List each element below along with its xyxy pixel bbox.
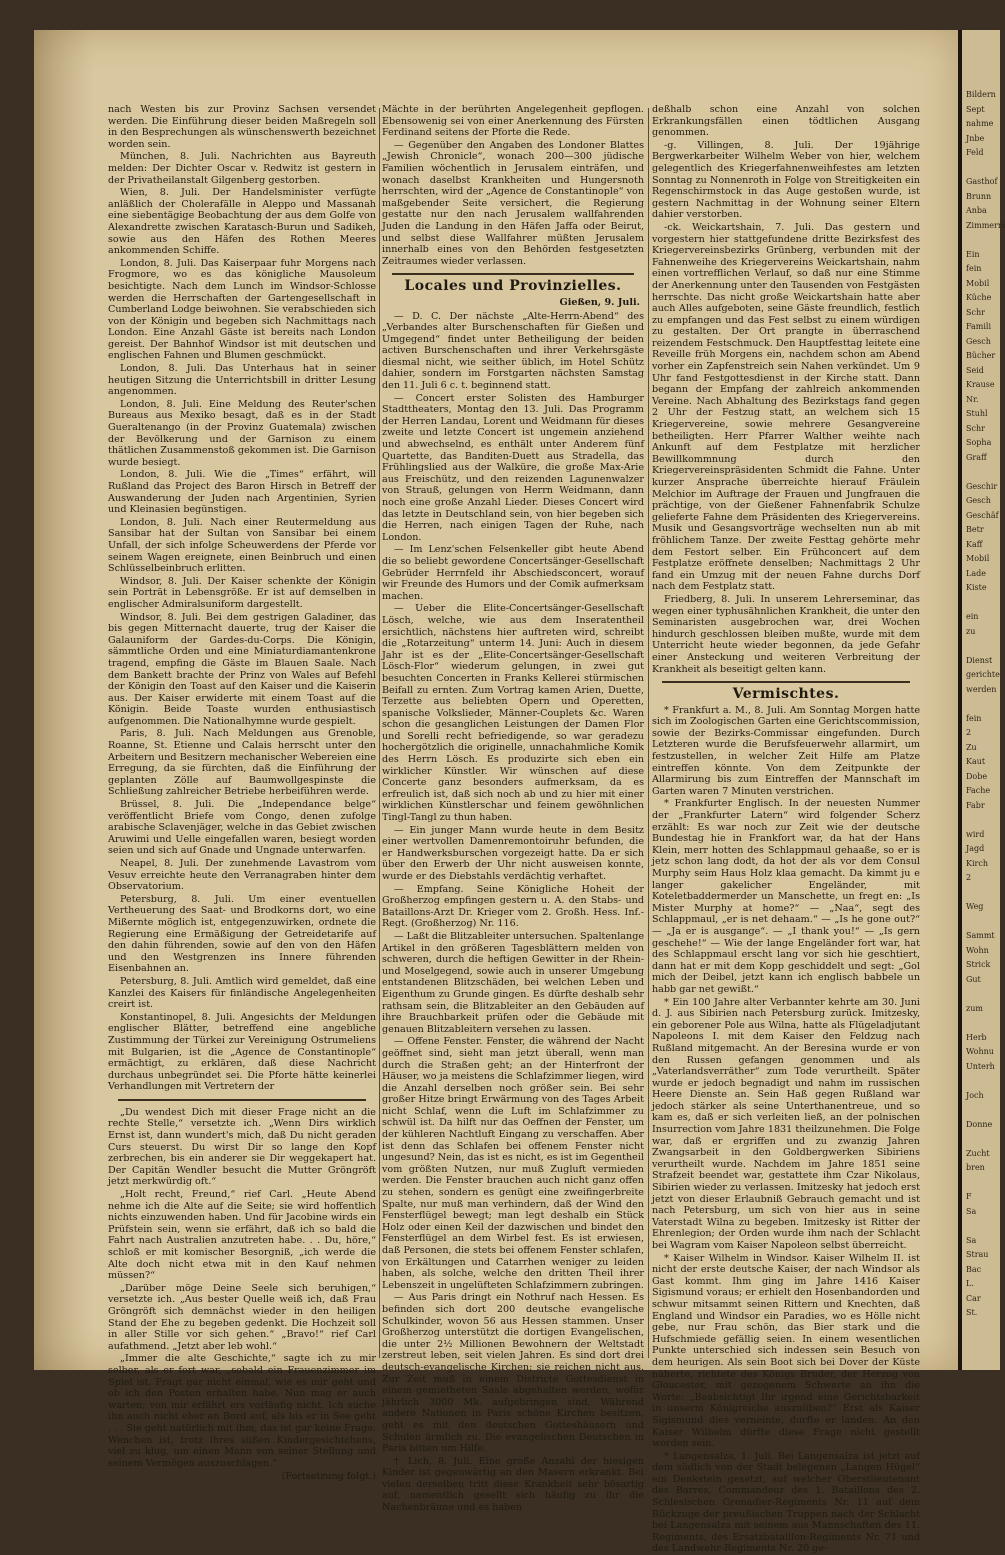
edge-fragment: Mobil bbox=[966, 278, 990, 288]
edge-fragment: ein bbox=[966, 612, 979, 621]
edge-fragment: 2 bbox=[966, 728, 972, 737]
miscellaneous-news bbox=[652, 705, 920, 1555]
article-paragraph: nach Westen bis zur Provinz Sachsen versendet werden. Die Einführung dieser beiden Maßregeln soll in den Besprechungen als wünschenswerth bezeichnet worden sein. bbox=[108, 104, 376, 150]
edge-fragment: Mobil bbox=[966, 554, 990, 563]
edge-fragment: Strau bbox=[966, 1250, 989, 1259]
article-paragraph: — D. C. Der nächste „Alte-Herrn-Abend“ des „Verbandes alter Burschenschaften für Gießen und Umgegend“ findet unter Betheiligung der beiden activen Burschenschaften und ihrer Verkehrsgäste diesmal nicht, wie seither üblich, im Hotel Schütz dahier, sondern im Forstgarten nächsten Samstag den 11. Juli 6 c. t. beginnend statt. bbox=[382, 310, 644, 392]
edge-fragment: Graff bbox=[966, 452, 987, 462]
dateline: Gießen, 9. Juli. bbox=[559, 296, 640, 308]
edge-fragment: Geschir bbox=[966, 481, 998, 491]
edge-fragment: Joch bbox=[966, 1090, 984, 1100]
column-2 bbox=[382, 104, 645, 1514]
edge-fragment: St. bbox=[966, 1308, 978, 1317]
edge-fragment: Nr. bbox=[966, 394, 979, 404]
edge-fragment: F bbox=[966, 1192, 972, 1201]
article-paragraph: München, 8. Juli. Nachrichten aus Bayreuth melden: Der Dichter Oscar v. Redwitz ist gestern in der Privatheilanstalt Gilgenberg gestorben. bbox=[108, 151, 376, 186]
local-news bbox=[382, 311, 644, 1514]
edge-fragment: zu bbox=[966, 626, 976, 636]
article-paragraph: -ck. Weickartshain, 7. Juli. Das gestern und vorgestern hier stattgefundene dritte Bezirksfest des Kriegervereinsbezirks Grünberg, verbunden mit der Fahnenweihe des Kriegervereins Weickartshain, nahm einen vortrefflichen Verlauf, so daß nur eine Stimme der Anerkennung unter den Tausenden von Festgästen herrschte. Das nicht große Weickartshain hatte aber auch Alles aufgeboten, seine Gäste freundlich, festlich zu empfangen und das Fest selbst zu einem würdigen zu gestalten. Der Ort prangte in überraschend reizendem Festschmuck. Den Hauptfesttag leitete eine Reveille früh Morgens ein, nachdem schon am Abend vorher ein Zapfenstreich sein Nahen verkündet. Um 9 Uhr fand Festgottesdienst in der Kirche statt. Dann begann der Empfang der zahlreich ankommenden Vereine. Nach Abhaltung des Bezirkstags fand gegen 2 Uhr der Festzug statt, an welchem sich 15 Kriegervereine, sowie mehrere Gesangvereine betheiligten. Herr Pfarrer Walther weihte nach Ankunft auf dem Festplatze mit herzlicher Bewillkommnung durch den Kriegervereinspräsidenten Schmidt die Fahne. Unter kurzer Ansprache überreichte hierauf Fräulein Melchior im Auftrage der Frauen und Jungfrauen die prächtige, von der Gießener Fahnenfabrik Schulze gelieferte Fahne dem Präsidenten des Kriegervereins. Musik und Gesangsvorträge wechselten nun ab mit fröhlichem Tanze. Der zweite Festtag gehörte mehr dem Festort selber. Ein Frühconcert auf dem Festplatze eröffnete denselben; Nachmittags 2 Uhr fand ein Umzug mit der neuen Fahne durchs Dorf nach dem Festplatz statt. bbox=[652, 221, 920, 593]
edge-fragment: Herb bbox=[966, 1032, 987, 1042]
article-paragraph: „Holt recht, Freund,“ rief Carl. „Heute Abend nehme ich die Alte auf die Seite; sie wird hoffentlich nichts einzuwenden haben. Und für Jacobine wirds ein Prüfstein sein, wenn sie erfährt, daß ich so bald die Fahrt nach Australien anzutreten habe. . . Du, höre,“ schloß er mit komischer Besorgniß, „ich werde die Alte doch nicht etwa mit in den Kauf nehmen müssen?“ bbox=[108, 1189, 376, 1282]
edge-fragment: Kaff bbox=[966, 539, 983, 549]
edge-fragment: Sa bbox=[966, 1206, 977, 1216]
edge-fragment: Weg bbox=[966, 902, 984, 911]
edge-fragment: zum bbox=[966, 1003, 983, 1013]
edge-fragment: Zimmerm bbox=[966, 220, 1005, 230]
article-paragraph: † Lich, 8. Juli. Eine große Anzahl der hiesigen Kinder ist gegenwärtig an den Masern erkrankt. Bei vielen derselben tritt diese Krankheit sehr bösartig auf, namentlich gesellt sich häufig zu ihr die Nachenbräune und es haben bbox=[382, 1455, 644, 1514]
article-paragraph: Windsor, 8. Juli. Bei dem gestrigen Galadiner, das bis gegen Mitternacht dauerte, trug der Kaiser die Galauniform der Gardes-du-Corps. Die Königin, sämmtliche Orden und eine Miniaturdiamantenkrone tragend, empfing die Gäste im Blauen Saale. Nach dem Bankett brachte der Prinz von Wales auf Befehl der Königin den Toast auf den Kaiser und die Kaiserin aus. Der Kaiser erwiderte mit einem Toast auf die Königin. Beide Toaste wurden enthusiastisch aufgenommen. Die Nationalhymne wurde gespielt. bbox=[108, 611, 376, 727]
edge-fragment: Kiste bbox=[966, 583, 987, 592]
edge-fragment: Wohnu bbox=[966, 1047, 994, 1056]
edge-fragment: Geschäf bbox=[966, 510, 999, 520]
edge-fragment: Sept bbox=[966, 104, 985, 114]
edge-fragment: Fache bbox=[966, 786, 991, 795]
column-3 bbox=[652, 104, 920, 1555]
feuilleton bbox=[108, 1107, 376, 1469]
article-paragraph: * Frankfurter Englisch. In der neuesten Nummer der „Frankfurter Latern“ wird folgender Scherz erzählt: Es war noch zur Zeit wie der deutsche Bundestag hie in Frankfort war, da hat der Hans Klein, merr hotten des Schlappmaul gehaaße, so er is jetz schon lang dodt, da hot der als vor dem Consul Murphy seim Haus Holz klaa gemacht. Da kimmt ju e langer gakelicher Engeländer, mit Koteletbaddermerder un Manschette, un fregt en: „Is Mister Murphy at home?“ — „Naa“, segt des Schlappmaul, „er is net dehaam.“ — „Is he gone out?“ — „Ja er is ausgange“. — „I thank you!“ — „Is gern geschehe!“ — Wie der lange Engeländer fort war, hat des Schlappmaul erscht lang vor sich hie geschtiert, dann hat er mit dem Kopp geschiddelt und segt: „Gol mich der Deibel, jetzt kann ich englisch babbele un habb gar net gewißt.“ bbox=[652, 798, 920, 995]
edge-fragment: werden bbox=[966, 684, 997, 694]
edge-fragment: Donne bbox=[966, 1119, 993, 1129]
column-divider bbox=[648, 108, 649, 1358]
edge-fragment: Küche bbox=[966, 293, 992, 302]
edge-fragment: Bücher bbox=[966, 351, 996, 360]
article-paragraph: — Ueber die Elite-Concertsänger-Gesellschaft Lösch, welche, wie aus dem Inseratentheil ersichtlich, nächstens hier auftreten wird, schreibt die „Rotarzeitung“ unterm 14. Juni: Auch in diesem Jahr ist es der „Elite-Concertsänger-Gesellschaft Lösch-Flor“ wiederum gelungen, in zwei gut besuchten Concerten in Franks Kellerei stürmischen Beifall zu ernten. Zum Vortrag kamen Arien, Duette, Terzette aus beliebten Opern und Operetten, spanische Volkslieder, Männer-Couplets &c. Waren schon die gesanglichen Leistungen der Damen Flor und Sorelli recht befriedigende, so war geradezu hochergötzlich die originelle, unnachahmliche Komik des Herrn Lösch. Es produzirte sich eben ein wirklicher Künstler. Wir wünschen auf diese Concerte ganz besonders aufmerksam, da es erfreulich ist, daß sich noch ab und zu hier mit einer wirklichen Künstlerschar und feinem gewöhnlichen Tingl-Tangl zu thun haben. bbox=[382, 603, 644, 824]
article-paragraph: — Empfang. Seine Königliche Hoheit der Großherzog empfingen gestern u. A. den Stabs- und Bataillons-Arzt Dr. Krieger vom 2. Großh. Hess. Inf.-Regt. (Großherzog) Nr. 116. bbox=[382, 883, 644, 930]
article-paragraph: Petersburg, 8. Juli. Amtlich wird gemeldet, daß eine Kanzlei des Kaisers für finländische Angelegenheiten creirt ist. bbox=[108, 975, 376, 1011]
article-paragraph: — Laßt die Blitzableiter untersuchen. Spaltenlange Artikel in den größeren Tagesblättern melden von schweren, durch die heftigen Gewitter in der Rhein- und Moselgegend, sowie auch in unserer Umgebung entstandenen Blitzschäden, bei welchen Leben und Eigenthum zu Grunde gingen. Es dürfte deshalb sehr rathsam sein, die Blitzableiter an den Gebäuden auf ihre Brauchbarkeit prüfen oder die Gebäude mit genauen Blitzableitern versehen zu lassen. bbox=[382, 930, 645, 1035]
article-paragraph: — Im Lenz'schen Felsenkeller gibt heute Abend die so beliebt gewordene Concertsänger-Gesellschaft Gebrüder Herrnfeld ihr Abschiedsconcert, worauf wir Freunde des Humors und der Comik aufmerksam machen. bbox=[382, 544, 644, 602]
edge-fragment: Ein bbox=[966, 249, 980, 259]
article-paragraph: * Langensalza, 1. Juli. Bei Langensalza ist jetzt auf dem südlich von der Stadt belegenen „Langen Hügel“ ein Denkstein gesetzt, auf welcher Oberstlieutenant des Barres, Commandeur des 1. Bataillons des 2. Schlesischen Grenadier-Regiments Nr. 11 auf dem Rückzuge der preußischen Truppen nach der Schlacht bei Langensalza mit seinem aus Mannschaften des 11. Regiments, des Ersatzbataillon-Regiments Nr. 71 und des Landwehr-Regiments Nr. 20 ge- bbox=[652, 1450, 920, 1555]
edge-fragment: Car bbox=[966, 1293, 981, 1303]
edge-fragment: Dienst bbox=[966, 655, 993, 665]
column-1 bbox=[108, 104, 376, 1483]
edge-fragment: fein bbox=[966, 264, 982, 273]
article-paragraph: Paris, 8. Juli. Nach Meldungen aus Grenoble, Roanne, St. Etienne und Calais herrscht unter den Arbeitern und Besitzern mechanischer Webereien eine Erregung, da sie fürchten, daß die Einführung der geplanten Zölle auf Baumwollgespinste die Schließung zahlreicher Betriebe herbeiführen werde. bbox=[108, 728, 376, 798]
edge-fragment: fein bbox=[966, 713, 982, 723]
article-paragraph: deßhalb schon eine Anzahl von solchen Erkrankungsfällen einen tödtlichen Ausgang genommen. bbox=[652, 104, 920, 139]
article-paragraph: „Immer die alte Geschichte,“ sagte ich zu mir selber, als er fort war, „sobald ein Frauenzimmer im Spiel ist. Fragt gar nicht einmal, wie es mir geht und ob ich den Posten erhalten habe. Nun mag er auch warten; von mir erfährt ers vorläufig nicht. Ich suche ihn auch nicht eher an Bord auf, als bis er in See geht . . . Sie geht natürlich mit ihm, das ist gar keine Frage. Wenchen ist, trotz ihres süßen Kindergesichtchens, viel zu klug, um einen Mann von seiner Stellung und seinem Vermögen auszuschlagen.“ bbox=[108, 1353, 376, 1469]
edge-fragment: Krause bbox=[966, 380, 995, 389]
edge-fragment: Anba bbox=[966, 206, 987, 215]
article-paragraph: „Darüber möge Deine Seele sich beruhigen,“ versetzte ich. „Aus bester Quelle weiß ich, daß Frau Gröngröft sich demnächst wieder in den heiligen Stand der Ehe zu begeben gedenkt. Die Hochzeit soll in aller Stille vor sich gehen.“ „Bravo!“ rief Carl aufathmend. „Jetzt aber leb wohl.“ bbox=[108, 1282, 376, 1352]
article-paragraph: Mächte in der berührten Angelegenheit gepflogen. Ebensowenig sei von einer Anerkennung des Fürsten Ferdinand seitens der Pforte die Rede. bbox=[382, 104, 644, 139]
article-paragraph: Brüssel, 8. Juli. Die „Independance belge“ veröffentlicht Briefe vom Congo, denen zufolge arabische Sclavenjäger, welche in das Gebiet zwischen Aruwimi und Uelle eingefallen waren, besiegt worden seien und sich auf Gnade und Ungnade unterwarfen. bbox=[108, 799, 376, 857]
edge-fragment: Kirch bbox=[966, 858, 988, 868]
edge-fragment: bren bbox=[966, 1163, 985, 1172]
article-paragraph: — Ein junger Mann wurde heute in dem Besitz einer wertvollen Damenremontoiruhr befunden, die er Handwerksburschen vorgezeigt hatte. Da er sich über den Erwerb der Uhr nicht ausweisen konnte, wurde er des Diebstahls verdächtig verhaftet. bbox=[382, 824, 644, 882]
article-paragraph: — Gegenüber den Angaben des Londoner Blattes „Jewish Chronicle“, wonach 200—300 jüdische Familien wöchentlich in Jerusalem einträfen, und wonach daselbst Krankheiten und Hungersnoth herrschten, wird der „Agence de Constantinople“ von maßgebender Seite versichert, die Regierung gestatte nur den nach Jerusalem wallfahrenden Juden die Landung in den Häfen Jaffa oder Beirut, und selbst diese Wallfahrer müßten Jerusalem innerhalb eines von den Behörden festgesetzten Zeitraumes wieder verlassen. bbox=[382, 139, 644, 267]
continued-note: (Fortsetzung folgt.) bbox=[281, 1471, 376, 1483]
edge-fragment: Wohn bbox=[966, 945, 989, 955]
article-paragraph: Neapel, 8. Juli. Der zunehmende Lavastrom vom Vesuv erreichte heute den Verranagraben hinter dem Observatorium. bbox=[108, 858, 376, 893]
article-paragraph: Windsor, 8. Juli. Der Kaiser schenkte der Königin sein Porträt in Lebensgröße. Er ist auf demselben in englischer Admiralsuniform dargestellt. bbox=[108, 575, 376, 610]
edge-fragment: Jnbe bbox=[966, 133, 985, 143]
article-paragraph: — Offene Fenster. Fenster, die während der Nacht geöffnet sind, sieht man jetzt überall, wenn man durch die Straßen geht; an der Hinterfront der Häuser, wo ja meistens die Schlafzimmer liegen, wird die Anzahl derselben noch größer sein. Bei sehr großer Hitze bringt Erwärmung von des Tages Arbeit nicht Schlaf, wenn die Luft im Schlafzimmer zu schwül ist. Da hilft nur das Oeffnen der Fenster, um der kühleren Nachtluft Eingang zu verschaffen. Aber ist denn das Schlafen bei offenem Fenster nicht ungesund? Nein, das ist es nicht, es ist im Gegentheil vom größten Nutzen, nur muß Zugluft vermieden werden. Die Fenster brauchen auch nicht ganz offen zu stehen, sondern es genügt eine zweifingerbreite Spalte, nur muß man verhindern, daß der Wind den Fensterflügel bewegt; man legt deshalb ein Stück Holz oder einen Keil der dazwischen und bindet den Fensterflügel an dem Wirbel fest. Es ist erwiesen, daß Personen, die stets bei offenem Fenster schlafen, von Erkältungen und Catarrhen weniger zu leiden haben, als solche, welche den dritten Theil ihrer Lebenszeit in ungelüfteten Schlafzimmern zubringen. bbox=[382, 1036, 644, 1291]
section-title-local: Locales und Provinzielles. bbox=[404, 278, 622, 295]
edge-fragment: Strick bbox=[966, 960, 991, 969]
article-paragraph: „Du wendest Dich mit dieser Frage nicht an die rechte Stelle,“ versetzte ich. „Wenn Dirs wirklich Ernst ist, dann wundert's mich, daß Du nicht geraden Curs steuerst. Du wirst Dir so lange den Kopf zerbrechen, bis ein anderer sie Dir weggekapert hat. Der Capitän Wendler besucht die Mutter Gröngröft jetzt merkwürdig oft.“ bbox=[108, 1106, 376, 1188]
section-rule bbox=[662, 681, 910, 683]
section-rule bbox=[392, 273, 634, 275]
article-paragraph: — Concert erster Solisten des Hamburger Stadttheaters, Montag den 13. Juli. Das Programm der Herren Landau, Lorent und Weidmann für dieses zweite und letzte Concert ist ungemein anziehend und abwechselnd, es enthält unter Anderem fünf Quartette, das Banditen-Duett aus Stradella, das Frühlingslied aus der Walküre, die große Max-Arie aus Freischütz, und den reizenden Lagunenwalzer von Strauß, gelungen von Herrn Weidmann, dann noch eine große Anzahl Lieder. Dieses Concert wird das letzte in Deutschland sein, von hier begeben sich die Herren, nach einigen Tagen der Ruhe, nach London. bbox=[382, 392, 644, 543]
edge-fragment: Fabr bbox=[966, 800, 985, 810]
edge-fragment: nahme bbox=[966, 119, 994, 128]
edge-fragment: Stuhl bbox=[966, 409, 988, 418]
edge-fragment: Zucht bbox=[966, 1148, 990, 1158]
edge-fragment: gerichte bbox=[966, 670, 1000, 679]
edge-fragment: wird bbox=[966, 829, 985, 839]
edge-fragment: Schr bbox=[966, 423, 985, 433]
edge-fragment: Sa bbox=[966, 1235, 977, 1245]
edge-fragment: Sopha bbox=[966, 438, 992, 447]
edge-fragment: Sammt bbox=[966, 931, 995, 940]
edge-fragment: Gesch bbox=[966, 336, 991, 346]
article-paragraph: — Aus Paris dringt ein Nothruf nach Hessen. Es befinden sich dort 200 deutsche evangelische Schulkinder, wovon 56 aus Hessen stammen. Unser Großherzog unterstützt die dortigen Evangelischen, die unter 2½ Millionen Bewohnern der Weltstadt zerstreut leben, seit vielen Jahren. Es sind dort drei deutsch-evangelische Kirchen; sie reichen nicht aus. Zur Zeit muß in einem Districte Gottesdienst in einem gemietheten Saale abgehalten werden, wofür jährlich 3000 Mk. aufgebringen sind. Während andere Nationen in Paris schöne Kirchen besitzen, geht es mit den deutschen Gotteshäusern und Schulen ärmlich zu. Die evangelischen Deutschen in Paris bitten um Hilfe. bbox=[382, 1292, 644, 1455]
edge-fragment: Gesch bbox=[966, 496, 991, 505]
column-divider bbox=[379, 108, 380, 1358]
edge-fragment: Bac bbox=[966, 1264, 982, 1274]
edge-fragment: Bildern bbox=[966, 90, 996, 99]
article-paragraph: Konstantinopel, 8. Juli. Angesichts der Meldungen englischer Blätter, betreffend eine angebliche Zustimmung der Türkei zur Vereinigung Ostrumeliens mit Bulgarien, ist die „Agence de Constantinople“ ermächtigt, zu erklären, daß diese Nachricht durchaus unbegründet sei. Die Pforte hätte keinerlei Verhandlungen mit Vertretern der bbox=[108, 1011, 376, 1093]
article-paragraph: London, 8. Juli. Das Unterhaus hat in seiner heutigen Sitzung die Unterrichtsbill in dritter Lesung angenommen. bbox=[108, 363, 376, 398]
article-paragraph: London, 8. Juli. Eine Meldung des Reuter'schen Bureaus aus Mexiko besagt, daß es in der Stadt Gueraltenango (in der Provinz Guatemala) zwischen der Bevölkerung und der Garnison zu einem thätlichen Zusammenstoß gekommen ist. Die Garnison wurde besiegt. bbox=[108, 398, 376, 468]
newspaper-page bbox=[34, 30, 958, 1555]
article-paragraph: * Kaiser Wilhelm in Windsor. Kaiser Wilhelm II. ist nicht der erste deutsche Kaiser, der nach Windsor als Gast kommt. Ihm ging im Jahre 1416 Kaiser Sigismund voraus; er erhielt den Hosenbandorden und schwur mitsammt seinen Rittern und Knechten, daß England und Windsor ein Paradies, wo es Hölle nicht gebe, nur Frau schön, das Bier stark und die Hufschmiede gefällig seien. In einem wesentlichen Punkte unterschied sich indessen sein Besuch von dem heurigen. Als sein Boot sich bei Dover der Küste näherte, richtete des Königs Bruder, der Herzog von Gloucester, mit gezogenem Schwerte an ihn die Worte: „Beabsichtigt Ihr irgend eine Gerichtsbarkeit in unserm Königreiche auszuüben?“ Erst als Kaiser Sigismund dies verneinte, durfte er landen. An den Kaiser Wilhelm dürfte diese Frage nicht gestellt worden sein. bbox=[652, 1252, 920, 1450]
news-dispatches bbox=[108, 104, 376, 1093]
edge-fragment: Unterh bbox=[966, 1061, 995, 1071]
article-paragraph: Wien, 8. Juli. Der Handelsminister verfügte anläßlich der Cholerafälle in Aleppo und Massanah eine siebentägige Beobachtung der aus dem Golfe von Alexandrette zwischen Karatasch-Burun und Sadikeh, sowie aus den Häfen des Rothen Meeres ankommenden Schiffe. bbox=[108, 187, 376, 257]
article-paragraph: London, 8. Juli. Nach einer Reutermeldung aus Sansibar hat der Sultan von Sansibar bei einem Unfall, der sich infolge Scheuwerdens der Pferde vor seinem Wagen ereignete, einen Beinbruch und einen Schlüsselbeinbruch erlitten. bbox=[108, 516, 376, 575]
edge-fragment: Schr bbox=[966, 307, 985, 317]
article-paragraph: -g. Villingen, 8. Juli. Der 19jährige Bergwerkarbeiter Wilhelm Weber von hier, welchem gelegentlich des Kriegerfahnenweihfestes am letzten Sonntag zu Nonnenroth in Folge von Streitigkeiten ein Regenschirmstock in das Auge gestoßen wurde, ist gestern Nachmittag in der Wohnung seiner Eltern dahier verstorben. bbox=[652, 139, 920, 221]
edge-fragment: Seid bbox=[966, 365, 984, 375]
edge-fragment: Brunn bbox=[966, 191, 992, 201]
provincial-news bbox=[652, 104, 920, 675]
article-paragraph: * Frankfurt a. M., 8. Juli. Am Sonntag Morgen hatte sich im Zoologischen Garten eine Gerichtscommission, sowie der Bezirks-Commissar eingefunden. Durch Letzteren wurde die Berufsfeuerwehr allarmirt, um festzustellen, in welcher Zeit Hilfe am Platze eintreffen könnte. Von dem Zeitpunkte der Allarmirung bis zum Eintreffen der Mannschaft im Garten waren 7 Minuten verstrichen. bbox=[652, 704, 920, 797]
edge-fragment: Zu bbox=[966, 742, 977, 752]
edge-fragment: Kaut bbox=[966, 757, 986, 766]
edge-fragment: Gasthof bbox=[966, 177, 998, 186]
edge-fragment: L. bbox=[966, 1279, 974, 1288]
article-paragraph: Friedberg, 8. Juli. In unserem Lehrerseminar, das wegen einer typhusähnlichen Krankheit, die unter den Seminaristen ausgebrochen war, drei Wochen hindurch geschlossen bleiben mußte, wurde mit dem Unterricht heute wieder begonnen, da jede Gefahr einer Ansteckung und weiteren Verbreitung der Krankheit als beseitigt gelten kann. bbox=[652, 593, 920, 675]
edge-fragment: Feld bbox=[966, 148, 984, 157]
section-title-miscellaneous: Vermischtes. bbox=[732, 686, 840, 703]
edge-fragment: Famili bbox=[966, 322, 992, 331]
edge-fragment: 2 bbox=[966, 873, 972, 882]
edge-fragment: Lade bbox=[966, 568, 986, 578]
news-dispatches-continued bbox=[382, 104, 644, 267]
adjacent-page-edge bbox=[962, 30, 1005, 1370]
edge-fragment: Dobe bbox=[966, 771, 988, 781]
edge-fragment: Jagd bbox=[966, 844, 985, 853]
edge-fragment: Betr bbox=[966, 525, 984, 534]
article-paragraph: London, 8. Juli. Wie die „Times“ erfährt, will Rußland das Project des Baron Hirsch in Betreff der Auswanderung der Juden nach Argentinien, Syrien und Kleinasien begünstigen. bbox=[108, 469, 376, 516]
edge-fragment: Gut bbox=[966, 974, 981, 984]
section-rule bbox=[118, 1099, 366, 1101]
article-paragraph: Petersburg, 8. Juli. Um einer eventuellen Vertheuerung des Saat- und Brodkorns dort, wo eine Mißernte möglich ist, entgegenzuwirken, ordnete die Regierung eine Ermäßigung der Getreidetarife auf den dahin führenden, sowie auf den von den Häfen und den Westgrenzen ins Innere führenden Eisenbahnen an. bbox=[108, 893, 376, 975]
article-paragraph: * Ein 100 Jahre alter Verbannter kehrte am 30. Juni d. J. aus Sibirien nach Petersburg zurück. Imitzesky, ein geborener Pole aus Wilna, hatte als Flügeladjutant Napoleons I. mit dem Kaiser den Feldzug nach Rußland mitgemacht. An der Beresina wurde er von den Russen gefangen genommen und als „Vaterlandsverräther“ zum Tode verurtheilt. Später wurde er jedoch begnadigt und nahm im russischen Heere Dienste an. Sein Haß gegen Rußland war jedoch stärker als seine Unterthanentreue, und so kam es, daß er sich verleiten ließ, an der polnischen Insurrection vom Jahre 1831 theilzunehmen. Die Folge war, daß er ergriffen und zu zwanzig Jahren Zwangsarbeit in den Goldbergwerken Sibiriens verurtheilt wurde. Nachdem im Jahre 1851 seine Strafzeit beendet war, gestattete ihm Czar Nikolaus, Sibirien wieder zu verlassen. Imitzesky hat jedoch erst jetzt von dieser Erlaubniß Gebrauch gemacht und ist nach Petersburg, um sich von hier aus in seine Vaterstadt Wilna zu begeben. Imitzesky ist Ritter der Ehrenlegion; der Orden wurde ihm nach der Schlacht bei Wagram vom Kaiser Napoleon selbst überreicht. bbox=[652, 996, 920, 1251]
article-paragraph: London, 8. Juli. Das Kaiserpaar fuhr Morgens nach Frogmore, wo es das königliche Mausoleum besichtigte. Nach dem Lunch im Windsor-Schlosse werden die Herrschaften der Gartengesellschaft in Cumberland Lodge beiwohnen. Sie verabschieden sich von der Königin und begeben sich Nachmittags nach London. Eine Anzahl Gäste ist bereits nach London gereist. Der Bahnhof Windsor ist mit deutschen und englischen Fahnen und Blumen geschmückt. bbox=[108, 257, 376, 362]
